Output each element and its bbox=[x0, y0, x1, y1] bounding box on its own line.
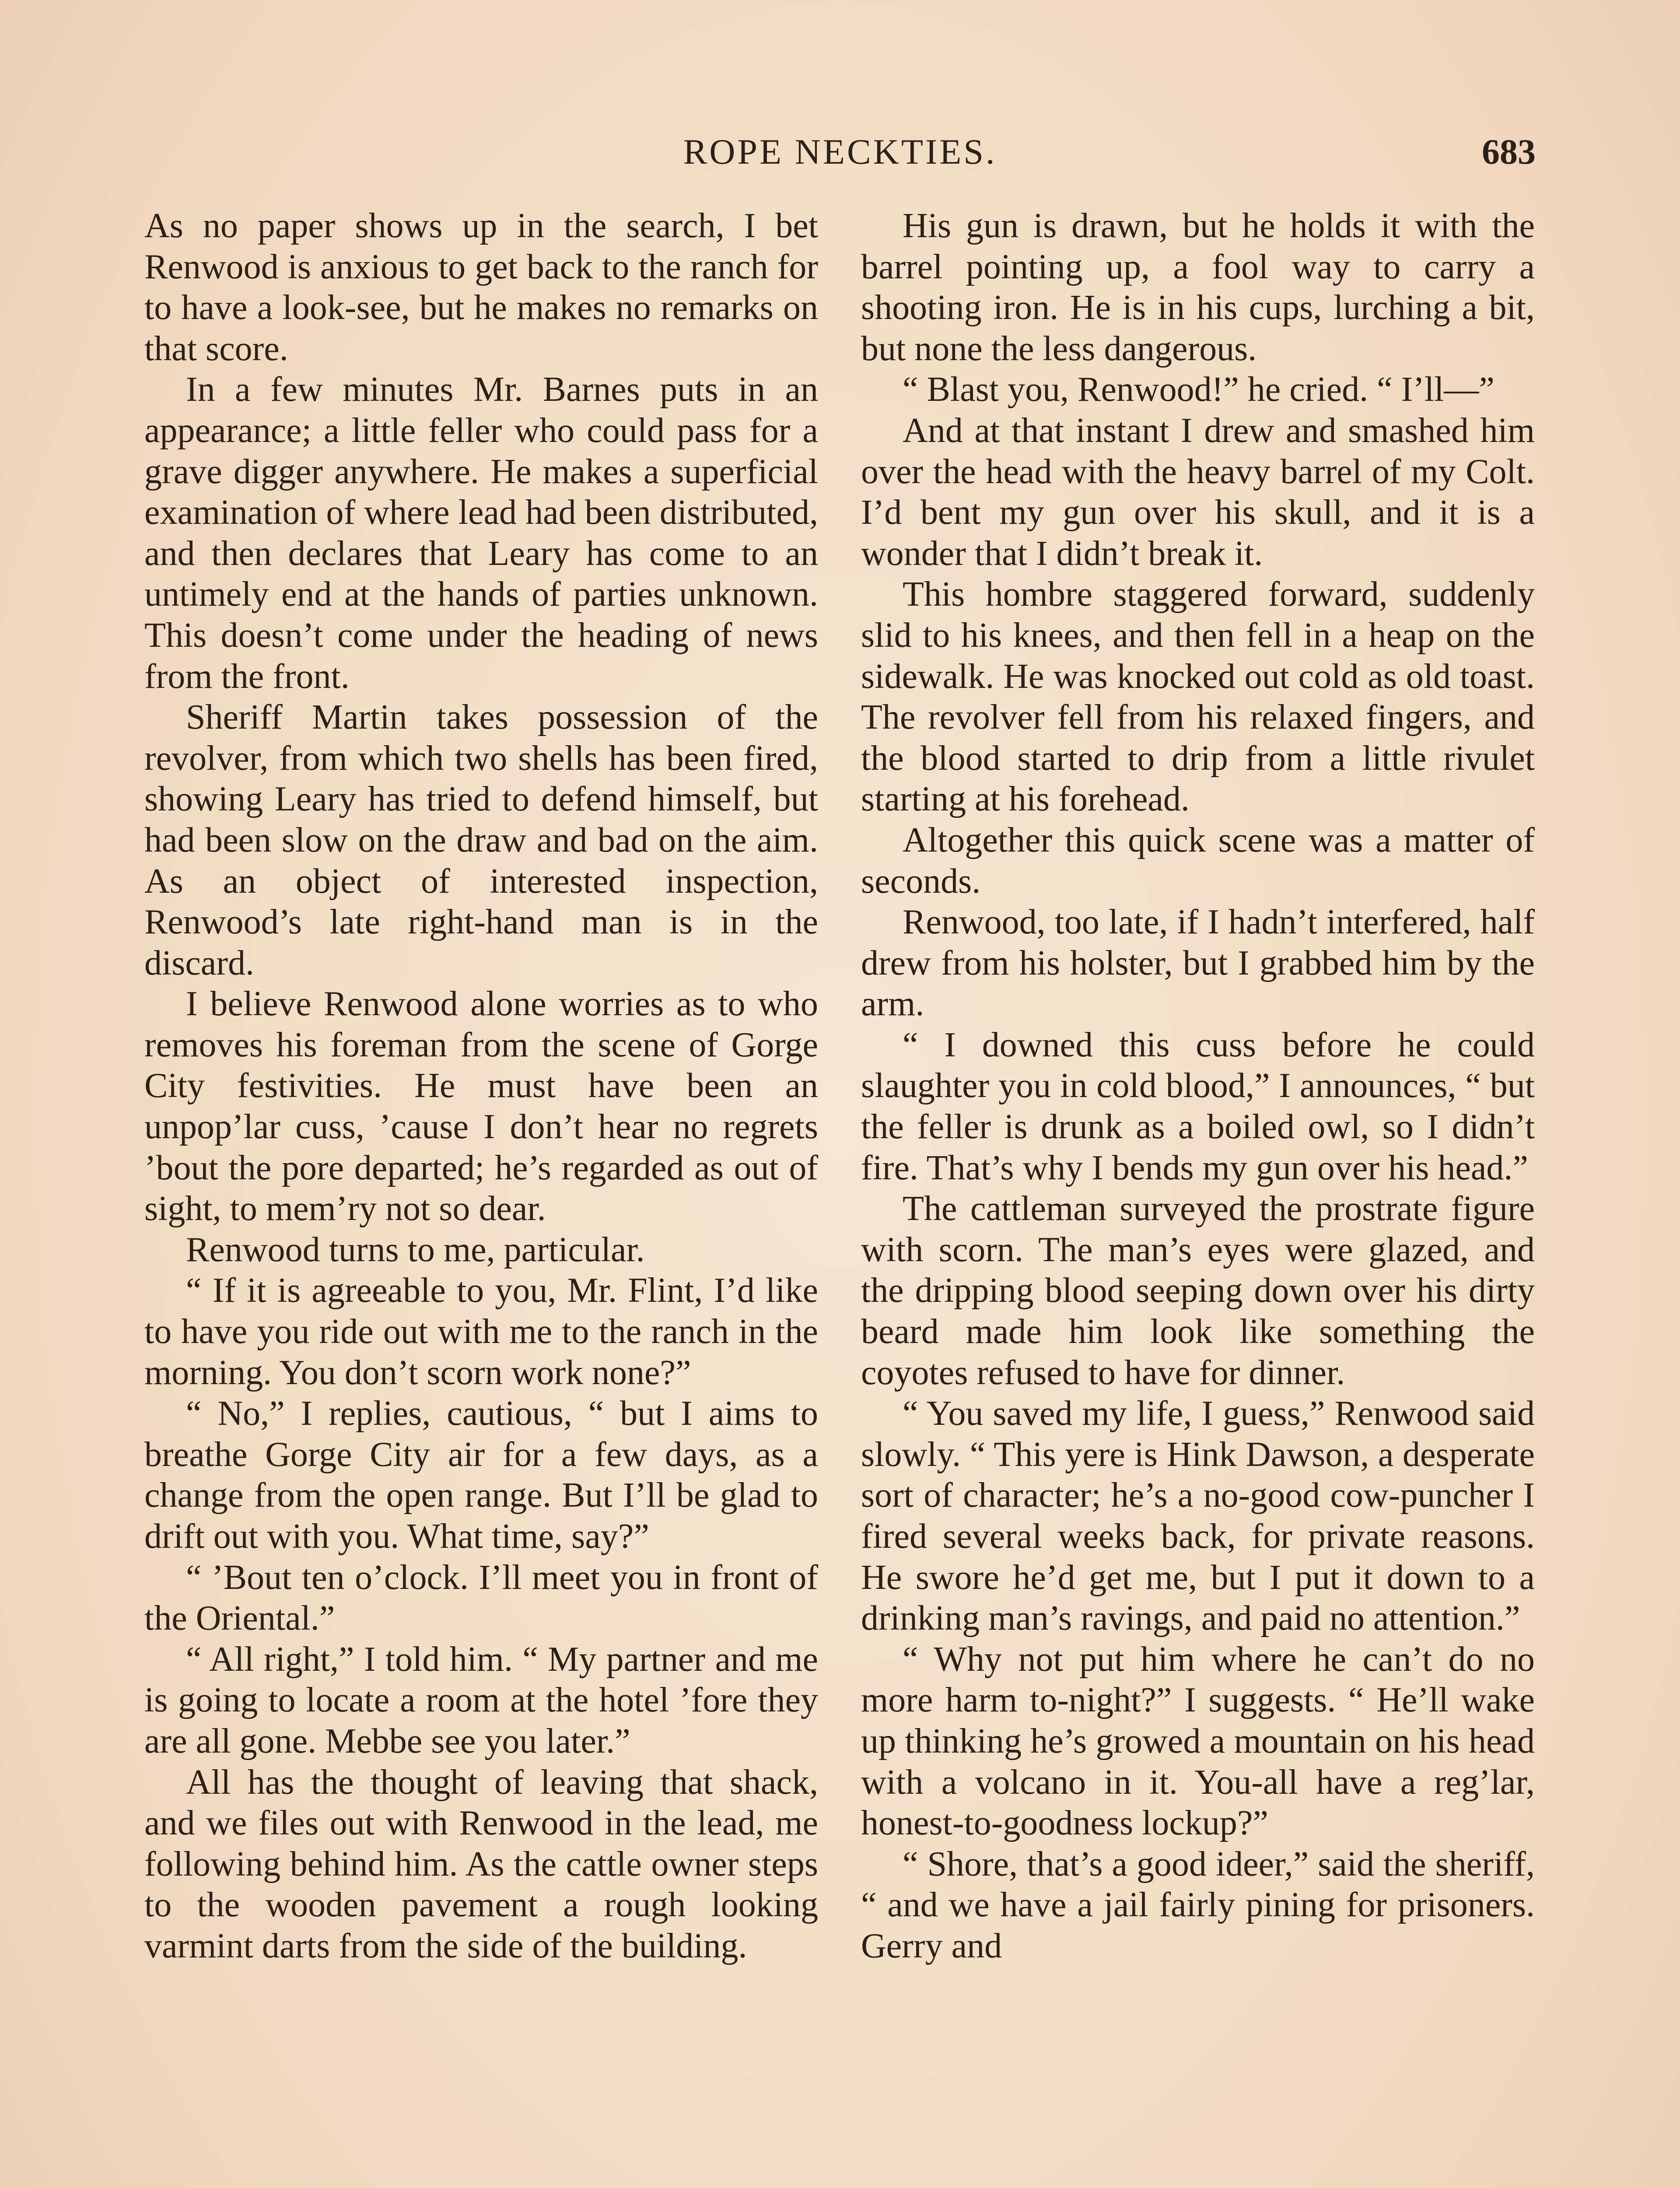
page-header bbox=[144, 131, 1536, 179]
page-number: 683 bbox=[1482, 132, 1536, 172]
paragraph: “ ’Bout ten o’clock. I’ll meet you in front of the Oriental.” bbox=[144, 1558, 818, 1638]
paragraph: “ I downed this cuss before he could slaughter you in cold blood,” I announces, “ but the feller is drunk as a boiled owl, so I didn’t fire. That’s why I bends my gun over his head.” bbox=[861, 1025, 1535, 1187]
paragraph: Renwood, too late, if I hadn’t interfered, half drew from his holster, but I grabbed him by the arm. bbox=[861, 903, 1535, 1024]
paragraph: And at that instant I drew and smashed him over the head with the heavy barrel of my Colt. I’d bent my gun over his skull, and it is a wonder that I didn’t break it. bbox=[861, 411, 1535, 573]
running-head: ROPE NECKTIES. bbox=[683, 132, 997, 172]
paragraph: As no paper shows up in the search, I bet Renwood is anxious to get back to the ranch for to have a look-see, but he makes no remarks on that score. bbox=[144, 207, 818, 368]
paragraph: “ You saved my life, I guess,” Renwood said slowly. “ This yere is Hink Dawson, a desperate sort of character; he’s a no-good cow-puncher I fired several weeks back, for private reasons. He swore he’d get me, but I put it down to a drinking man’s ravings, and paid no attention.” bbox=[861, 1394, 1535, 1638]
paragraph: The cattleman surveyed the prostrate figure with scorn. The man’s eyes were glazed, and the dripping blood seeping down over his dirty beard made him look like something the coyotes refused to have for dinner. bbox=[861, 1189, 1535, 1392]
paragraph: “ Blast you, Renwood!” he cried. “ I’ll—” bbox=[903, 370, 1494, 409]
paragraph: Renwood turns to me, particular. bbox=[186, 1230, 645, 1269]
paragraph: This hombre staggered forward, suddenly slid to his knees, and then fell in a heap on the sidewalk. He was knocked out cold as old toast. The revolver fell from his relaxed fingers, and the blood started to drip from a little rivulet starting at his forehead. bbox=[861, 575, 1535, 819]
paragraph: All has the thought of leaving that shack, and we files out with Renwood in the lead, me following behind him. As the cattle owner steps to the wooden pavement a rough looking varmint darts from the side of the building. bbox=[144, 1763, 818, 1965]
paragraph: In a few minutes Mr. Barnes puts in an appearance; a little feller who could pass for a grave digger anywhere. He makes a superficial examination of where lead had been distributed, and then declares that Leary has come to an untimely end at the hands of parties unknown. This doesn’t come under the heading of news from the front. bbox=[144, 370, 818, 696]
paragraph: Sheriff Martin takes possession of the revolver, from which two shells has been fired, showing Leary has tried to defend himself, but had been slow on the draw and bad on the aim. As an object of interested inspection, Renwood’s late right-hand man is in the discard. bbox=[144, 698, 818, 982]
paragraph: “ Why not put him where he can’t do no more harm to-night?” I suggests. “ He’ll wake up thinking he’s growed a mountain on his head with a volcano in it. You-all have a reg’lar, honest-to-goodness lockup?” bbox=[861, 1640, 1535, 1843]
paragraph: Altogether this quick scene was a matter of seconds. bbox=[861, 820, 1535, 901]
right-column bbox=[861, 206, 1535, 1967]
left-column bbox=[144, 206, 818, 1967]
paragraph: His gun is drawn, but he holds it with the barrel pointing up, a fool way to carry a shooting iron. He is in his cups, lurching a bit, but none the less dangerous. bbox=[861, 207, 1535, 368]
paragraph: “ All right,” I told him. “ My partner and me is going to locate a room at the hotel ’fore they are all gone. Mebbe see you later.” bbox=[144, 1640, 818, 1760]
paragraph: I believe Renwood alone worries as to who removes his foreman from the scene of Gorge City festivities. He must have been an unpop’lar cuss, ’cause I don’t hear no regrets ’bout the pore departed; he’s regarded as out of sight, to mem’ry not so dear. bbox=[144, 985, 818, 1228]
paragraph: “ No,” I replies, cautious, “ but I aims to breathe Gorge City air for a few days, as a change from the open range. But I’ll be glad to drift out with you. What time, say?” bbox=[144, 1394, 818, 1556]
paragraph: “ If it is agreeable to you, Mr. Flint, I’d like to have you ride out with me to the ranch in the morning. You don’t scorn work none?” bbox=[144, 1271, 818, 1392]
paragraph: “ Shore, that’s a good ideer,” said the sheriff, “ and we have a jail fairly pining for prisoners. Gerry and bbox=[861, 1844, 1535, 1965]
